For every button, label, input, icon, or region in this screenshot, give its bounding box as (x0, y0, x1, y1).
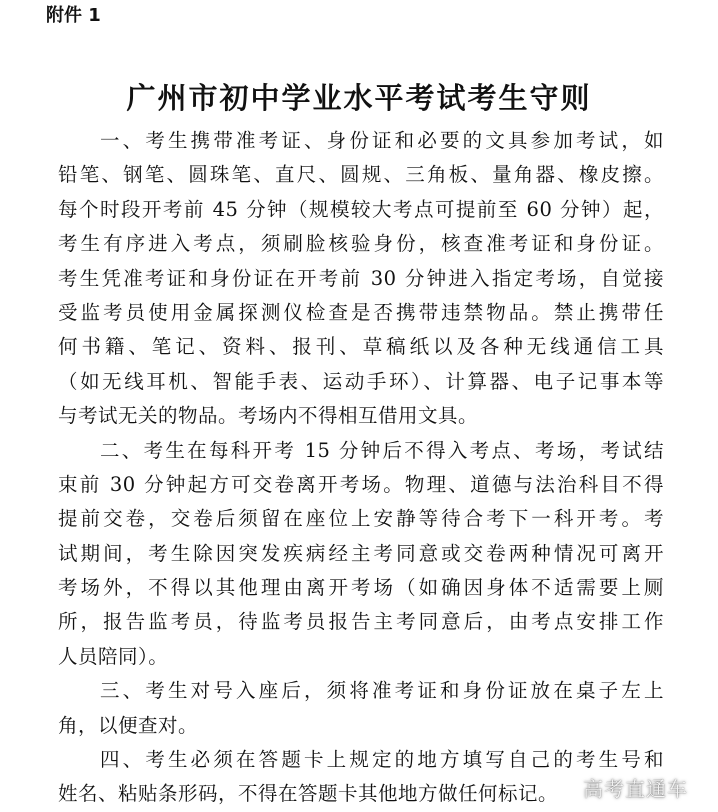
paragraph-1-line-4: 考生有序进入考点，须刷脸核验身份，核查准考证和身份证。 (58, 232, 664, 256)
document-title: 广州市初中学业水平考试考生守则 (126, 81, 592, 115)
paragraph-4-line-1: 四、考生必须在答题卡上规定的地方填写自己的考生号和 (100, 748, 664, 772)
paragraph-2-line-5: 考场外，不得以其他理由离开考场（如确因身体不适需要上厕 (58, 576, 664, 600)
paragraph-1-line-3: 每个时段开考前 45 分钟（规模较大考点可提前至 60 分钟）起， (58, 197, 664, 221)
paragraph-3-line-1: 三、考生对号入座后，须将准考证和身份证放在桌子左上 (100, 679, 664, 703)
paragraph-2-line-3: 提前交卷，交卷后须留在座位上安静等待合考下一科开考。考 (58, 507, 664, 531)
attachment-label: 附件 1 (46, 5, 101, 26)
paragraph-1-line-2: 铅笔、钢笔、圆珠笔、直尺、圆规、三角板、量角器、橡皮擦。 (58, 163, 664, 187)
paragraph-2-line-7: 人员陪同）。 (58, 644, 169, 668)
document-body (58, 124, 664, 812)
paragraph-1-line-8: （如无线耳机、智能手表、运动手环）、计算器、电子记事本等 (58, 369, 664, 393)
paragraph-1-line-6: 受监考员使用金属探测仪检查是否携带违禁物品。禁止携带任 (58, 300, 664, 324)
paragraph-2-line-6: 所，报告监考员，待监考员报告主考同意后，由考点安排工作 (58, 610, 664, 634)
paragraph-3-line-2: 角，以便查对。 (58, 713, 199, 737)
paragraph-1-line-7: 何书籍、笔记、资料、报刊、草稿纸以及各种无线通信工具 (58, 335, 664, 359)
paragraph-4-line-2: 姓名、粘贴条形码，不得在答题卡其他地方做任何标记。 (58, 782, 559, 806)
paragraph-2-line-1: 二、考生在每科开考 15 分钟后不得入考点、考场，考试结 (100, 438, 664, 462)
paragraph-1-line-9: 与考试无关的物品。考场内不得相互借用文具。 (58, 404, 479, 428)
paragraph-2-line-2: 束前 30 分钟起方可交卷离开考场。物理、道德与法治科目不得 (58, 472, 664, 496)
paragraph-2-line-4: 试期间，考生除因突发疾病经主考同意或交卷两种情况可离开 (58, 541, 664, 565)
watermark-text: 高考直通车 (583, 777, 688, 801)
paragraph-1-line-5: 考生凭准考证和身份证在开考前 30 分钟进入指定考场，自觉接 (58, 266, 664, 290)
paragraph-1-line-1: 一、考生携带准考证、身份证和必要的文具参加考试，如 (100, 129, 664, 152)
